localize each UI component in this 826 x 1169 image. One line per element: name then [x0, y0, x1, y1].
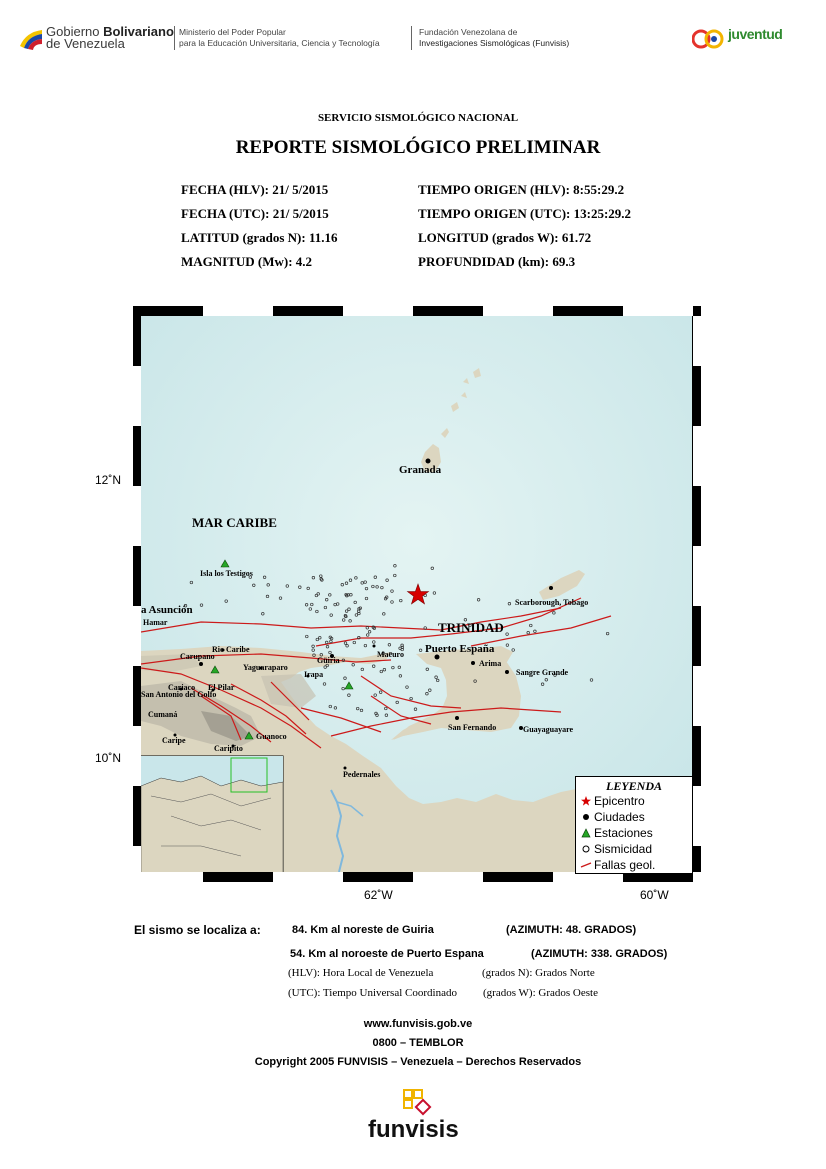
report-title: REPORTE SISMOLÓGICO PRELIMINAR: [235, 137, 601, 158]
longitud: LONGITUD (grados W): 61.72: [418, 230, 592, 245]
def-utc: (UTC): Tiempo Universal Coordinado: [288, 987, 457, 999]
def-hlv: (HLV): Hora Local de Venezuela: [288, 967, 434, 979]
footer-copyright: Copyright 2005 FUNVISIS – Venezuela – Derechos Reservados: [254, 1056, 582, 1068]
city-grenada: [426, 459, 431, 464]
venezuela-flag-icon: [18, 28, 44, 50]
label-pedernales: Pedernales: [343, 770, 381, 779]
city-sangre-grande: [505, 670, 509, 674]
frame-ticks-right: [693, 306, 701, 882]
legend-ciudades: [594, 810, 645, 824]
tiempo-utc: TIEMPO ORIGEN (UTC): 13:25:29.2: [418, 206, 632, 221]
city-san-fernando: [455, 716, 459, 720]
label-guanoco: Guanoco: [256, 732, 287, 741]
location-intro: El sismo se localiza a:: [134, 923, 261, 937]
juventud-swirl-icon: [692, 26, 732, 52]
header-divider: [174, 26, 175, 50]
city-icon: [580, 811, 592, 823]
legend-fallas: [594, 858, 655, 872]
legend-fallas-label: Fallas geol.: [594, 858, 656, 872]
label-trinidad: TRINIDAD: [438, 620, 504, 635]
funvisis-logo: [368, 1088, 468, 1158]
juventud-text: juventud: [728, 26, 783, 42]
label-grenada: Granada: [399, 464, 442, 476]
label-carupano: Carupano: [180, 652, 215, 661]
juventud-logo: [692, 24, 792, 52]
legend-epicentro: [594, 794, 645, 808]
label-asuncion: a Asunción: [141, 604, 193, 616]
legend-epicentro-label: Epicentro: [594, 794, 645, 808]
axis-lon-62: 62˚W: [364, 888, 393, 902]
label-san-fernando: San Fernando: [448, 723, 497, 732]
city-arima: [471, 661, 475, 665]
label-tobago: Scarborough, Tobago: [515, 598, 589, 607]
seismicity-icon: [580, 843, 592, 855]
funvisis-logo-text: funvisis: [368, 1116, 459, 1143]
epicenter-icon: [580, 795, 592, 807]
label-yaguaraparo: Yaguaraparo: [243, 663, 288, 672]
inset-map: [141, 756, 283, 872]
axis-lat-12: 12˚N: [95, 473, 122, 487]
ministerio-text: [179, 27, 380, 49]
gob-text-b: Bolivariano: [103, 24, 174, 39]
location-line1: 84. Km al noreste de Guiria: [292, 924, 434, 936]
fundacion-text: [419, 27, 569, 49]
location-azimuth2: (AZIMUTH: 338. GRADOS): [531, 948, 668, 960]
label-arima: Arima: [479, 659, 502, 668]
footer-phone: 0800 – TEMBLOR: [372, 1037, 464, 1049]
label-guayaguayare: Guayaguayare: [523, 725, 574, 734]
tiempo-hlv: TIEMPO ORIGEN (HLV): 8:55:29.2: [418, 182, 625, 197]
fecha-utc: FECHA (UTC): 21/ 5/2015: [181, 206, 329, 221]
label-guiria: Güiria: [317, 656, 340, 665]
latitud: LATITUD (grados N): 11.16: [181, 230, 338, 245]
label-caripito: Caripito: [214, 744, 243, 753]
gobierno-logo: [18, 22, 178, 54]
def-n: (grados N): Grados Norte: [482, 967, 595, 979]
city-tobago: [549, 586, 553, 590]
label-hamar: Hamar: [143, 618, 168, 627]
legend-sismicidad-label: Sismicidad: [594, 842, 653, 856]
label-sangre-grande: Sangre Grande: [516, 668, 569, 677]
def-w: (grados W): Grados Oeste: [483, 987, 598, 999]
location-line2: 54. Km al noroeste de Puerto Espana: [290, 948, 484, 960]
fault-icon: [580, 859, 592, 871]
ministerio-line1: Ministerio del Poder Popular: [179, 27, 286, 37]
frame-ticks-left: [133, 306, 141, 882]
legend-estaciones: [594, 826, 653, 840]
label-caripe: Caripe: [162, 736, 186, 745]
city-carupano: [199, 662, 203, 666]
legend-ciudades-label: Ciudades: [594, 810, 645, 824]
magnitud: MAGNITUD (Mw): 4.2: [181, 254, 313, 269]
legend-sismicidad: [594, 842, 652, 856]
gob-text-a: Gobierno: [46, 24, 104, 39]
city-macuro: [373, 645, 376, 648]
label-rio-caribe: Rio Caribe: [212, 645, 250, 654]
label-cumana: Cumaná: [148, 710, 178, 719]
label-irapa: Irapa: [304, 670, 324, 679]
label-testigos: Isla los Testigos: [200, 569, 253, 578]
gob-text-c: de Venezuela: [46, 36, 125, 51]
label-mar-caribe: MAR CARIBE: [192, 515, 277, 530]
map-legend: [575, 776, 693, 874]
station-icon: [580, 827, 592, 839]
label-cariaco: Cariaco: [168, 683, 196, 692]
label-macuro: Macuro: [377, 650, 404, 659]
legend-estaciones-label: Estaciones: [594, 826, 653, 840]
label-san-antonio: San Antonio del Golfo: [141, 690, 217, 699]
fundacion-line1: Fundación Venezolana de: [419, 27, 518, 37]
location-azimuth1: (AZIMUTH: 48. GRADOS): [506, 924, 637, 936]
profundidad: PROFUNDIDAD (km): 69.3: [418, 254, 576, 269]
fecha-hlv: FECHA (HLV): 21/ 5/2015: [181, 182, 329, 197]
label-el-pilar: El Pilar: [208, 683, 235, 692]
city-puerto-espana: [435, 655, 440, 660]
axis-lat-10: 10˚N: [95, 751, 122, 765]
ministerio-line2: para la Educación Universitaria, Ciencia y Tecnología: [179, 38, 380, 48]
legend-title: LEYENDA: [605, 779, 662, 793]
axis-lon-60: 60˚W: [640, 888, 669, 902]
service-title: SERVICIO SISMOLÓGICO NACIONAL: [317, 112, 519, 124]
header-divider: [411, 26, 412, 50]
fundacion-line2: Investigaciones Sismológicas (Funvisis): [419, 38, 570, 48]
footer-website[interactable]: www.funvisis.gob.ve: [363, 1018, 473, 1030]
frame-ticks-top: [133, 306, 701, 316]
label-puerto-espana: Puerto España: [425, 643, 495, 655]
